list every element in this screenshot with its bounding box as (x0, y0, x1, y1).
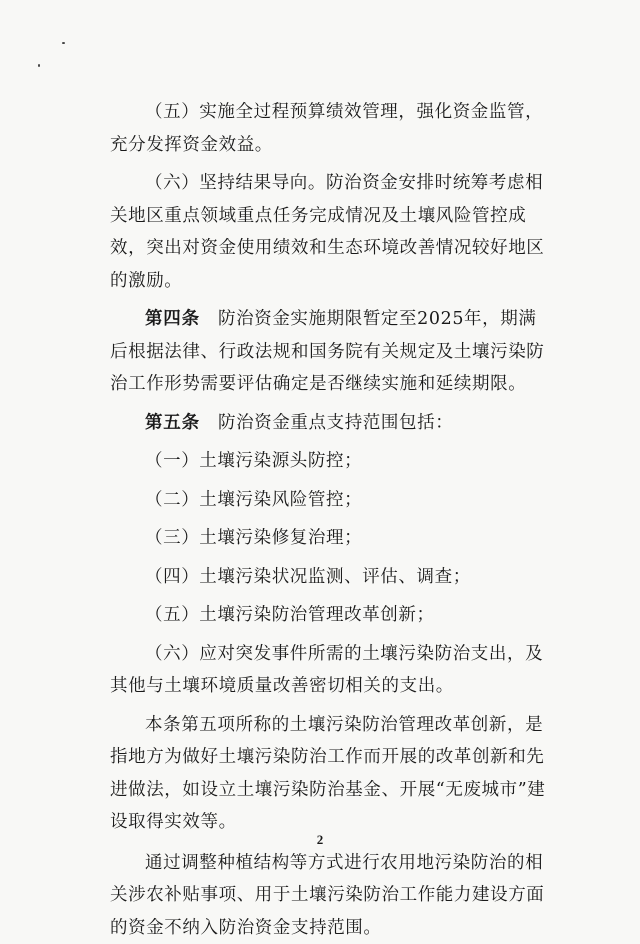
paragraph: 通过调整种植结构等方式进行农用地污染防治的相关涉农补贴事项、用于土壤污染防治工作能力建设方面的资金不纳入防治资金支持范围。 (110, 847, 550, 944)
article-text: 防治资金实施期限暂定至2025年，期满后根据法律、行政法规和国务院有关规定及土壤污染防治工作形势需要评估确定是否继续实施和延续期限。 (110, 309, 544, 394)
list-item: （三）土壤污染修复治理； (110, 522, 550, 555)
article-text: 防治资金重点支持范围包括： (218, 413, 453, 433)
list-item: （二）土壤污染风险管控； (110, 484, 550, 517)
paragraph: （六）坚持结果导向。防治资金安排时统筹考虑相关地区重点领域重点任务完成情况及土壤风险管控成效，突出对资金使用绩效和生态环境改善情况较好地区的激励。 (110, 167, 550, 297)
list-item: （六）应对突发事件所需的土壤污染防治支出，及其他与土壤环境质量改善密切相关的支出。 (110, 638, 550, 703)
article-paragraph (110, 407, 550, 440)
list-item: （四）土壤污染状况监测、评估、调查； (110, 561, 550, 594)
list-item: （一）土壤污染源头防控； (110, 445, 550, 478)
article-heading: 第四条 (145, 309, 200, 329)
document-body (110, 96, 550, 944)
paragraph: 本条第五项所称的土壤污染防治管理改革创新，是指地方为做好土壤污染防治工作而开展的改革创新和先进做法，如设立土壤污染防治基金、开展“无废城市”建设取得实效等。 (110, 709, 550, 839)
paragraph: （五）实施全过程预算绩效管理，强化资金监管，充分发挥资金效益。 (110, 96, 550, 161)
scan-speck (38, 64, 40, 67)
page-number: 2 (0, 832, 640, 848)
article-heading: 第五条 (145, 413, 200, 433)
scan-speck (62, 42, 65, 44)
article-paragraph (110, 303, 550, 401)
list-item: （五）土壤污染防治管理改革创新； (110, 599, 550, 632)
